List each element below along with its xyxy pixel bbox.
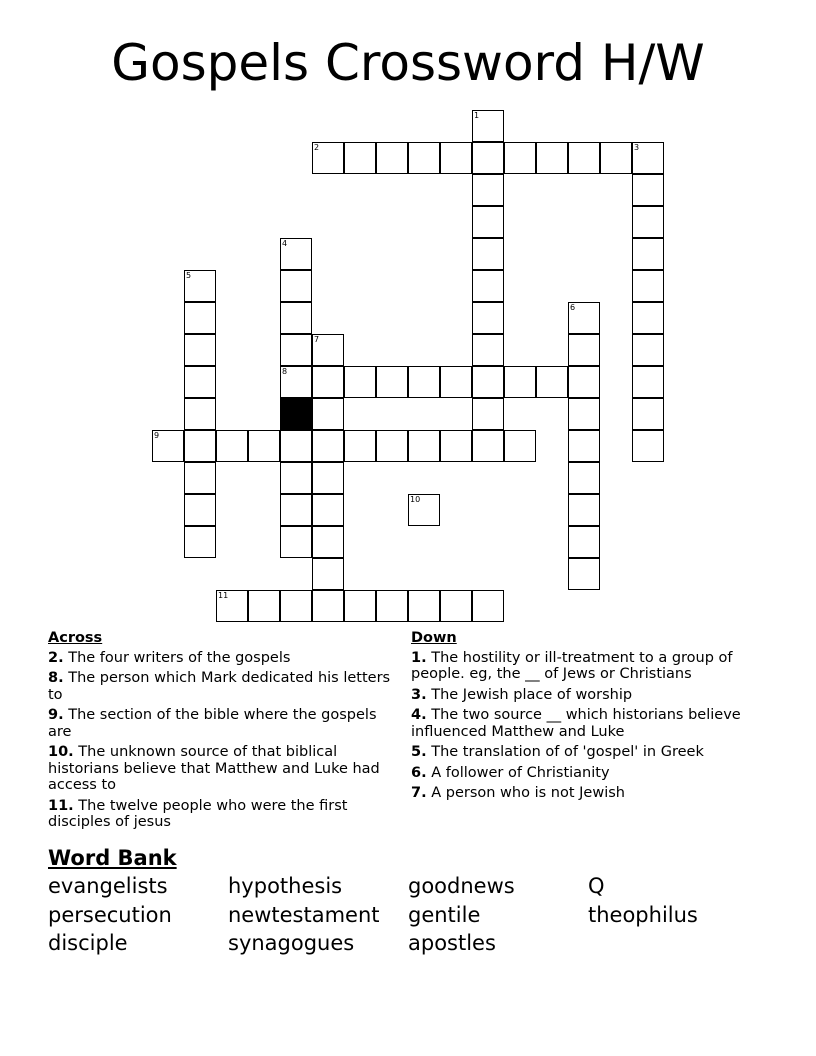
crossword-cell[interactable] (216, 590, 248, 622)
clue-text: A person who is not Jewish (431, 785, 625, 801)
crossword-cell[interactable] (216, 430, 248, 462)
crossword-cell[interactable] (408, 366, 440, 398)
clue-number: 3. (411, 686, 427, 703)
crossword-cell[interactable] (312, 142, 344, 174)
crossword-cell[interactable] (632, 334, 664, 366)
crossword-cell[interactable] (376, 430, 408, 462)
down-heading: Down (411, 630, 457, 646)
word-bank-word: synagogues (228, 931, 355, 955)
crossword-cell[interactable] (312, 366, 344, 398)
clue-number: 8. (48, 670, 64, 686)
crossword-cell[interactable] (504, 142, 536, 174)
cell-number: 5 (186, 271, 192, 280)
word-bank-word: apostles (408, 931, 496, 955)
across-clue (48, 744, 396, 794)
crossword-cell[interactable] (632, 302, 664, 334)
crossword-cell[interactable] (472, 270, 504, 302)
word-bank-word: theophilus (588, 903, 698, 927)
crossword-cell[interactable] (312, 590, 344, 622)
crossword-cell[interactable] (280, 590, 312, 622)
crossword-cell[interactable] (408, 142, 440, 174)
crossword-cell[interactable] (440, 430, 472, 462)
clue-text: The person which Mark dedicated his letters to (48, 670, 391, 703)
across-clue (48, 670, 396, 703)
across-clue (48, 707, 396, 740)
crossword-cell[interactable] (472, 206, 504, 238)
down-clue (411, 785, 771, 802)
crossword-cell[interactable] (184, 398, 216, 430)
crossword-cell[interactable] (440, 142, 472, 174)
word-bank-word: goodnews (408, 874, 515, 898)
crossword-cell[interactable] (632, 206, 664, 238)
crossword-cell[interactable] (280, 494, 312, 526)
crossword-cell[interactable] (472, 142, 504, 174)
crossword-cell[interactable] (632, 238, 664, 270)
crossword-cell[interactable] (184, 430, 216, 462)
crossword-cell[interactable] (312, 334, 344, 366)
crossword-cell[interactable] (440, 590, 472, 622)
clue-number: 11. (48, 797, 74, 814)
crossword-cell[interactable] (312, 430, 344, 462)
crossword-cell[interactable] (312, 526, 344, 558)
crossword-cell[interactable] (344, 590, 376, 622)
clue-text: The four writers of the gospels (68, 649, 291, 666)
crossword-cell[interactable] (472, 334, 504, 366)
clue-number: 4. (411, 707, 427, 723)
crossword-cell[interactable] (568, 302, 600, 334)
crossword-cell[interactable] (344, 430, 376, 462)
crossword-cell[interactable] (568, 366, 600, 398)
word-bank-word: gentile (408, 903, 481, 927)
cell-number: 3 (634, 143, 640, 152)
crossword-cell[interactable] (440, 366, 472, 398)
word-bank-word: newtestament (228, 903, 380, 927)
clue-number: 10. (48, 744, 74, 760)
clue-number: 7. (411, 785, 427, 801)
word-bank-title: Word Bank (48, 846, 177, 870)
crossword-cell[interactable] (248, 590, 280, 622)
crossword-cell[interactable] (152, 430, 184, 462)
crossword-cell[interactable] (568, 558, 600, 590)
cell-number: 2 (314, 143, 320, 152)
crossword-cell[interactable] (632, 430, 664, 462)
crossword-cell[interactable] (248, 430, 280, 462)
down-clues (411, 630, 771, 806)
down-clue (411, 687, 771, 704)
crossword-cell[interactable] (312, 494, 344, 526)
crossword-cell[interactable] (408, 590, 440, 622)
crossword-cell[interactable] (344, 366, 376, 398)
crossword-cell[interactable] (632, 142, 664, 174)
crossword-cell[interactable] (472, 366, 504, 398)
crossword-cell[interactable] (312, 398, 344, 430)
crossword-cell[interactable] (312, 462, 344, 494)
down-clue (411, 650, 771, 683)
crossword-cell[interactable] (632, 270, 664, 302)
clue-text: The two source __ which historians believe influenced Matthew and Luke (411, 707, 741, 740)
crossword-cell[interactable] (184, 302, 216, 334)
crossword-cell[interactable] (472, 302, 504, 334)
clue-number: 1. (411, 649, 427, 666)
cell-number: 11 (218, 591, 229, 600)
clue-text: The unknown source of that biblical historians believe that Matthew and Luke had access to (48, 744, 380, 793)
clue-text: The twelve people who were the first disciples of jesus (48, 797, 348, 830)
crossword-cell[interactable] (376, 590, 408, 622)
cell-number: 10 (410, 495, 421, 504)
clue-number: 2. (48, 649, 64, 666)
down-clue (411, 744, 771, 761)
across-clues (48, 630, 396, 835)
crossword-cell[interactable] (344, 142, 376, 174)
crossword-cell[interactable] (472, 398, 504, 430)
clue-text: The Jewish place of worship (431, 686, 633, 703)
crossword-cell[interactable] (376, 142, 408, 174)
crossword-cell[interactable] (184, 462, 216, 494)
clue-text: The translation of of 'gospel' in Greek (431, 744, 704, 760)
crossword-cell[interactable] (280, 526, 312, 558)
crossword-cell[interactable] (184, 526, 216, 558)
crossword-cell[interactable] (568, 142, 600, 174)
crossword-cell[interactable] (568, 462, 600, 494)
crossword-cell[interactable] (280, 302, 312, 334)
page-title: Gospels Crossword H/W (111, 34, 705, 92)
crossword-cell[interactable] (600, 142, 632, 174)
cell-number: 1 (474, 111, 480, 120)
crossword-cell[interactable] (568, 526, 600, 558)
crossword-cell[interactable] (472, 110, 504, 142)
crossword-cell[interactable] (184, 334, 216, 366)
crossword-cell[interactable] (568, 430, 600, 462)
crossword-cell[interactable] (376, 366, 408, 398)
crossword-cell[interactable] (504, 366, 536, 398)
crossword-cell[interactable] (536, 366, 568, 398)
crossword-cell[interactable] (632, 398, 664, 430)
crossword-cell[interactable] (312, 558, 344, 590)
crossword-cell[interactable] (280, 366, 312, 398)
crossword-cell[interactable] (568, 334, 600, 366)
clue-number: 9. (48, 707, 64, 723)
crossword-cell[interactable] (536, 142, 568, 174)
crossword-cell[interactable] (280, 270, 312, 302)
down-clue (411, 765, 771, 782)
cell-number: 7 (314, 335, 320, 344)
word-bank-word: persecution (48, 903, 172, 927)
crossword-cell[interactable] (280, 334, 312, 366)
down-clue (411, 707, 771, 740)
word-bank-word: disciple (48, 931, 128, 955)
clue-text: The section of the bible where the gospels are (48, 707, 377, 740)
crossword-cell[interactable] (280, 238, 312, 270)
across-clue (48, 798, 396, 831)
word-bank-word: hypothesis (228, 874, 343, 898)
across-clue (48, 650, 396, 667)
cell-number: 4 (282, 239, 288, 248)
crossword-cell[interactable] (472, 238, 504, 270)
cell-number: 8 (282, 367, 288, 376)
clue-number: 6. (411, 764, 427, 781)
clue-text: The hostility or ill-treatment to a group of people. eg, the __ of Jews or Christians (411, 649, 733, 682)
cell-number: 6 (570, 303, 576, 312)
word-bank-word: evangelists (48, 874, 168, 898)
crossword-cell[interactable] (280, 462, 312, 494)
clue-number: 5. (411, 744, 427, 760)
crossword-cell[interactable] (408, 494, 440, 526)
crossword-cell[interactable] (568, 398, 600, 430)
crossword-cell[interactable] (184, 494, 216, 526)
crossword-cell[interactable] (472, 590, 504, 622)
word-bank-word: Q (588, 874, 605, 898)
crossword-cell[interactable] (632, 174, 664, 206)
cell-number: 9 (154, 431, 160, 440)
crossword-cell[interactable] (568, 494, 600, 526)
clue-text: A follower of Christianity (431, 764, 610, 781)
across-heading: Across (48, 630, 103, 646)
crossword-cell[interactable] (632, 366, 664, 398)
black-cell (280, 398, 312, 430)
crossword-cell[interactable] (184, 366, 216, 398)
crossword-cell[interactable] (472, 430, 504, 462)
crossword-cell[interactable] (504, 430, 536, 462)
crossword-cell[interactable] (280, 430, 312, 462)
crossword-cell[interactable] (184, 270, 216, 302)
crossword-cell[interactable] (408, 430, 440, 462)
crossword-cell[interactable] (472, 174, 504, 206)
